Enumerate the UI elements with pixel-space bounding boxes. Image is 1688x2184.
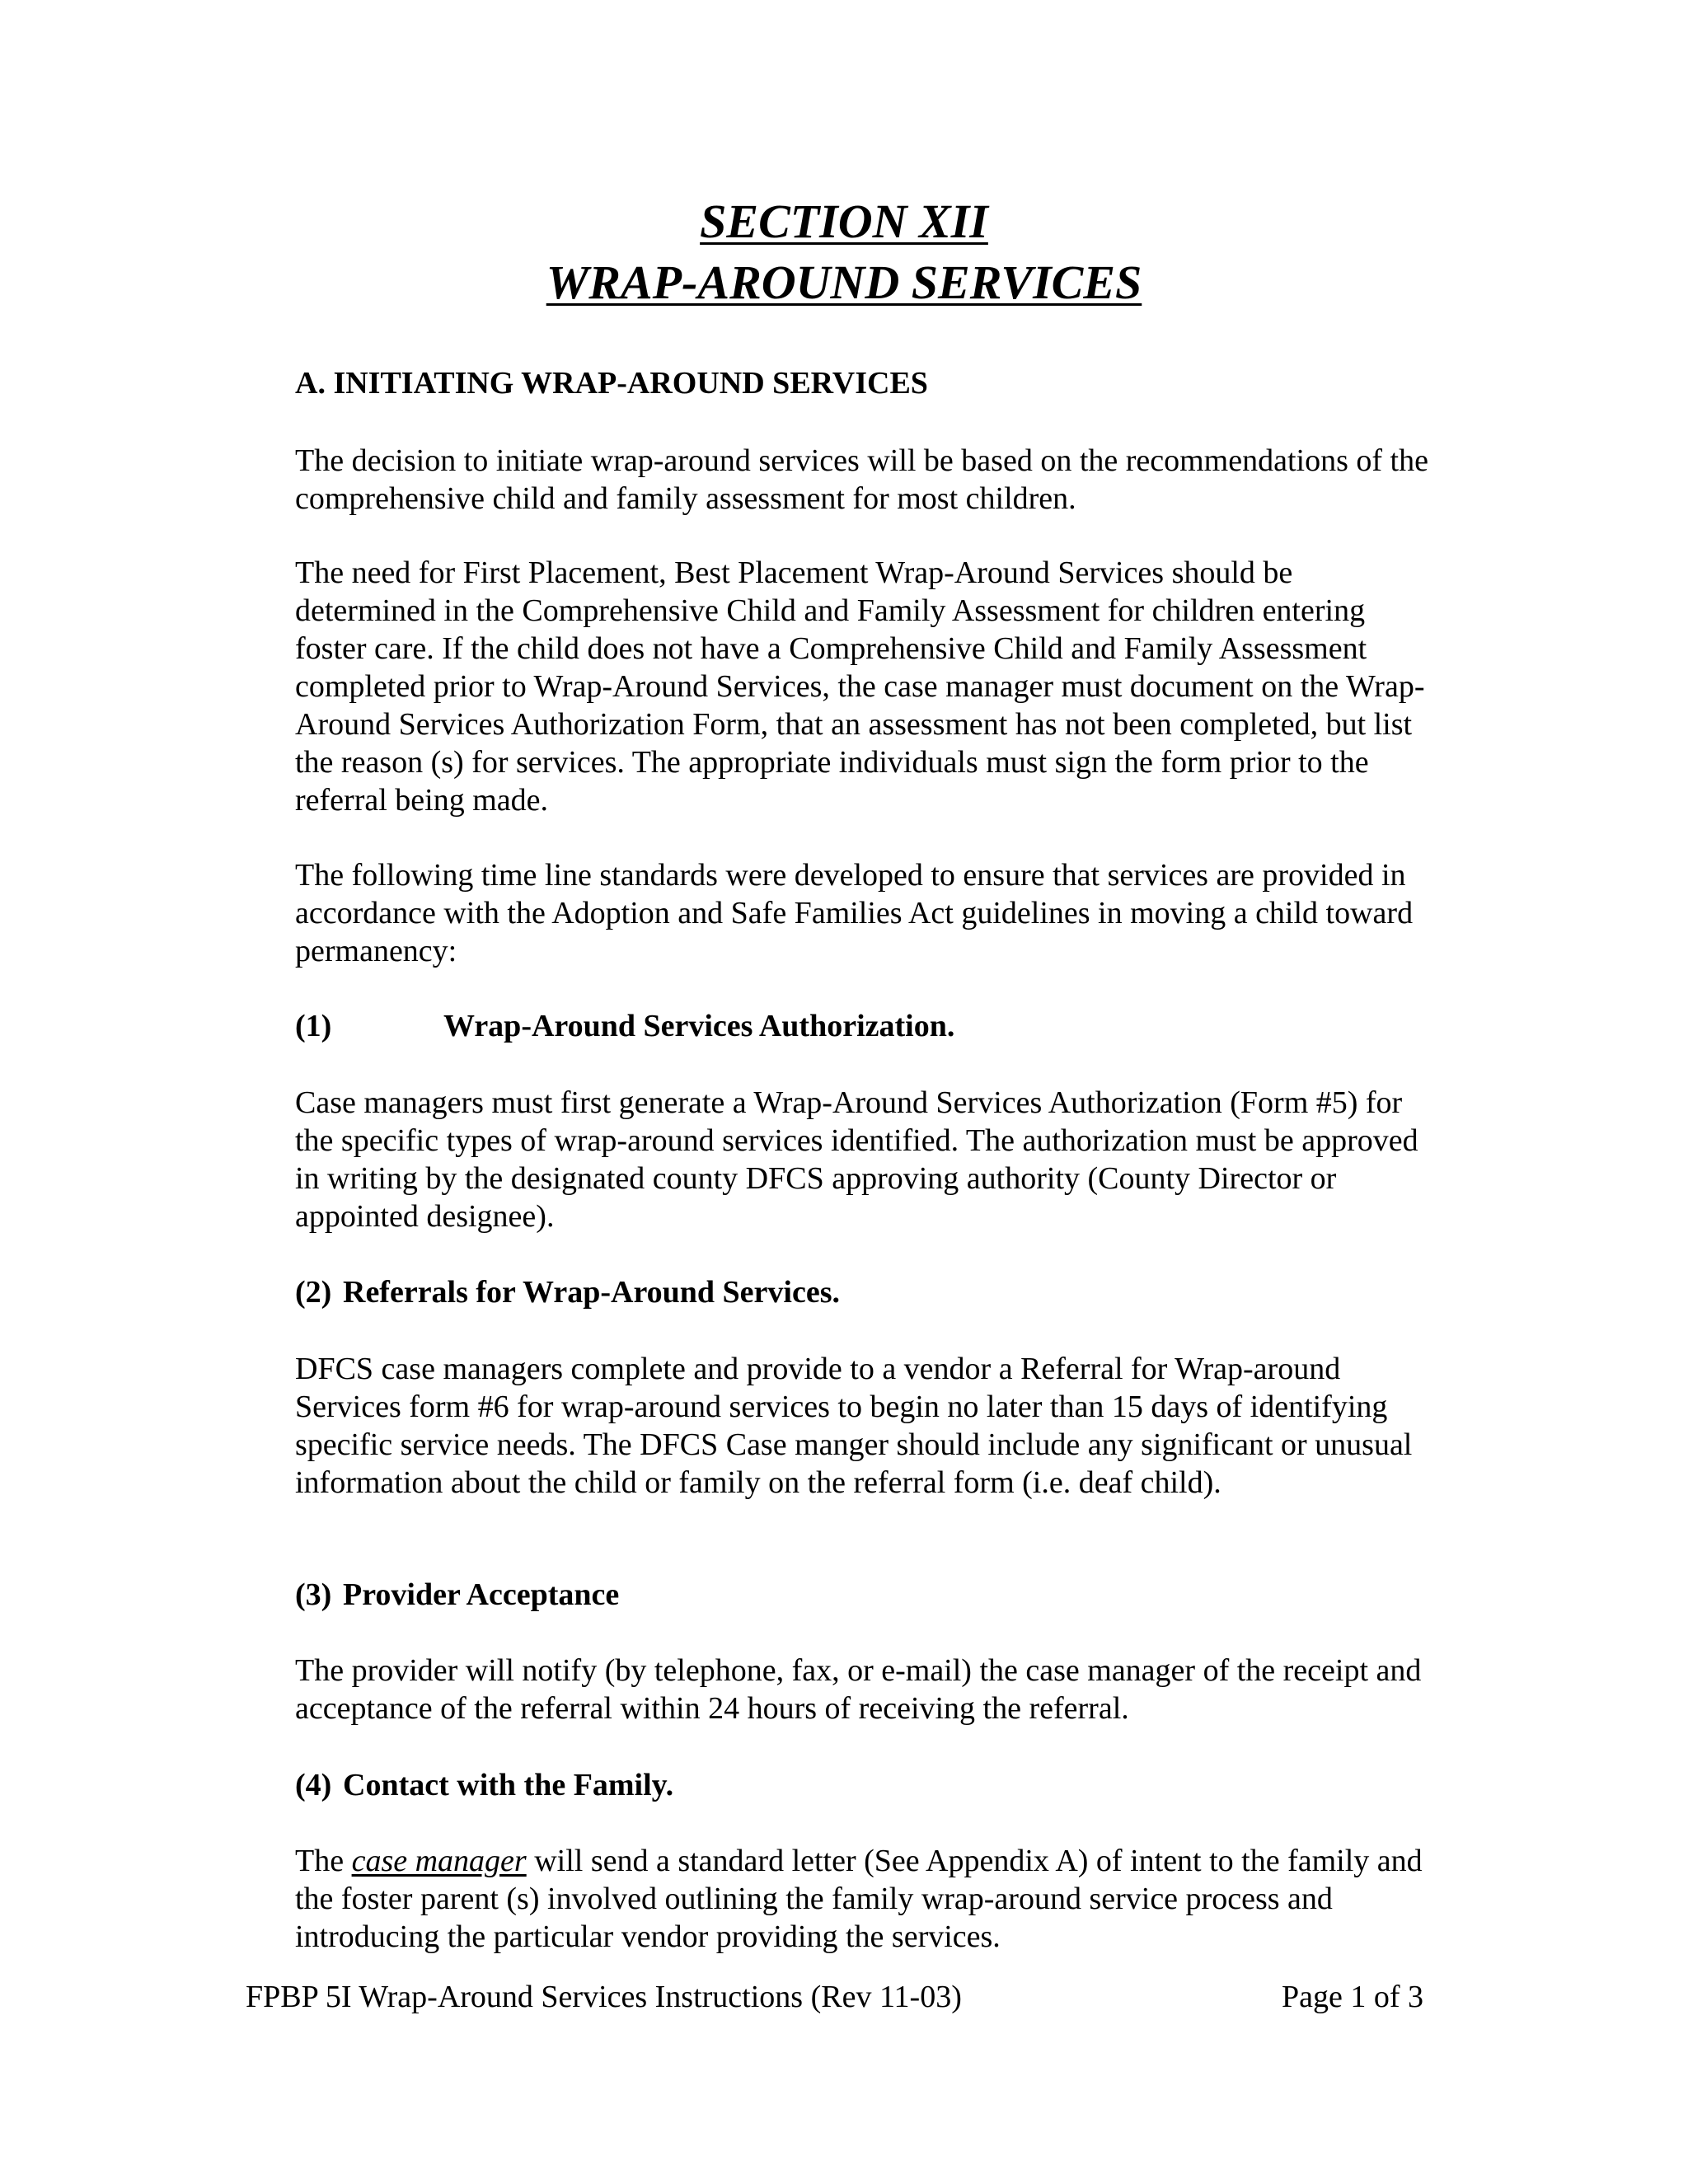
item-1-number: (1) — [295, 1009, 332, 1043]
item-4-body-suffix: will send a standard letter (See Appendix A) of intent to the family and the foster parent (s) involved outlining the family wrap-around service process and introducing the particular vendor providing the services. — [295, 1844, 1423, 1954]
item-2-body: DFCS case managers complete and provide to a vendor a Referral for Wrap-around Services form #6 for wrap-around services to begin no later than 15 days of identifying specific service needs. The DFCS Case manger should include any significant or unusual information about the child or family on the referral form (i.e. deaf child). — [295, 1352, 1413, 1500]
title-section-name: WRAP-AROUND SERVICES — [546, 255, 1142, 309]
title-section-number: SECTION XII — [700, 194, 988, 248]
section-a-paragraph-3: The following time line standards were developed to ensure that services are provided in accordance with the Adoption and Safe Families Act guidelines in moving a child toward permanency: — [295, 858, 1414, 968]
item-2-title: Referrals for Wrap-Around Services. — [343, 1275, 840, 1310]
item-3-body: The provider will notify (by telephone, fax, or e-mail) the case manager of the receipt and acceptance of the referral within 24 hours of receiving the referral. — [295, 1653, 1422, 1726]
item-3-number: (3) — [295, 1577, 332, 1612]
item-4-heading — [295, 1766, 673, 1804]
section-a-paragraph-2: The need for First Placement, Best Placement Wrap-Around Services should be determined in the Comprehensive Child and Family Assessment for children entering foster care. If the child does not have a Comprehensive Child and Family Assessment completed prior to Wrap-Around Services, the case manager must document on the Wrap-Around Services Authorization Form, that an assessment has not been completed, but list the reason (s) for services. The appropriate individuals must sign the form prior to the referral being made. — [295, 555, 1425, 818]
document-title — [0, 191, 1688, 313]
item-1-body: Case managers must first generate a Wrap-Around Services Authorization (Form #5) for the specific types of wrap-around services identified. The authorization must be approved in writing by the designated county DFCS approving authority (County Director or appointed designee). — [295, 1085, 1418, 1234]
item-4-number: (4) — [295, 1768, 332, 1802]
item-4-body — [295, 1842, 1432, 1956]
item-4-title: Contact with the Family. — [343, 1768, 674, 1802]
section-a-heading: A. INITIATING WRAP-AROUND SERVICES — [295, 366, 928, 401]
case-manager-term: case manager — [351, 1844, 527, 1878]
footer-page-number: Page 1 of 3 — [1281, 1980, 1423, 2014]
item-2-heading — [295, 1273, 840, 1311]
item-1-heading — [295, 1007, 954, 1045]
item-3-heading — [295, 1576, 619, 1614]
item-1-title: Wrap-Around Services Authorization. — [443, 1009, 955, 1043]
item-3-title: Provider Acceptance — [343, 1577, 620, 1612]
section-a-paragraph-1: The decision to initiate wrap-around services will be based on the recommendations of the comprehensive child and family assessment for most children. — [295, 443, 1428, 516]
item-4-body-prefix: The — [295, 1844, 352, 1878]
item-2-number: (2) — [295, 1275, 332, 1310]
footer-document-id: FPBP 5I Wrap-Around Services Instructions (Rev 11-03) — [246, 1980, 962, 2014]
